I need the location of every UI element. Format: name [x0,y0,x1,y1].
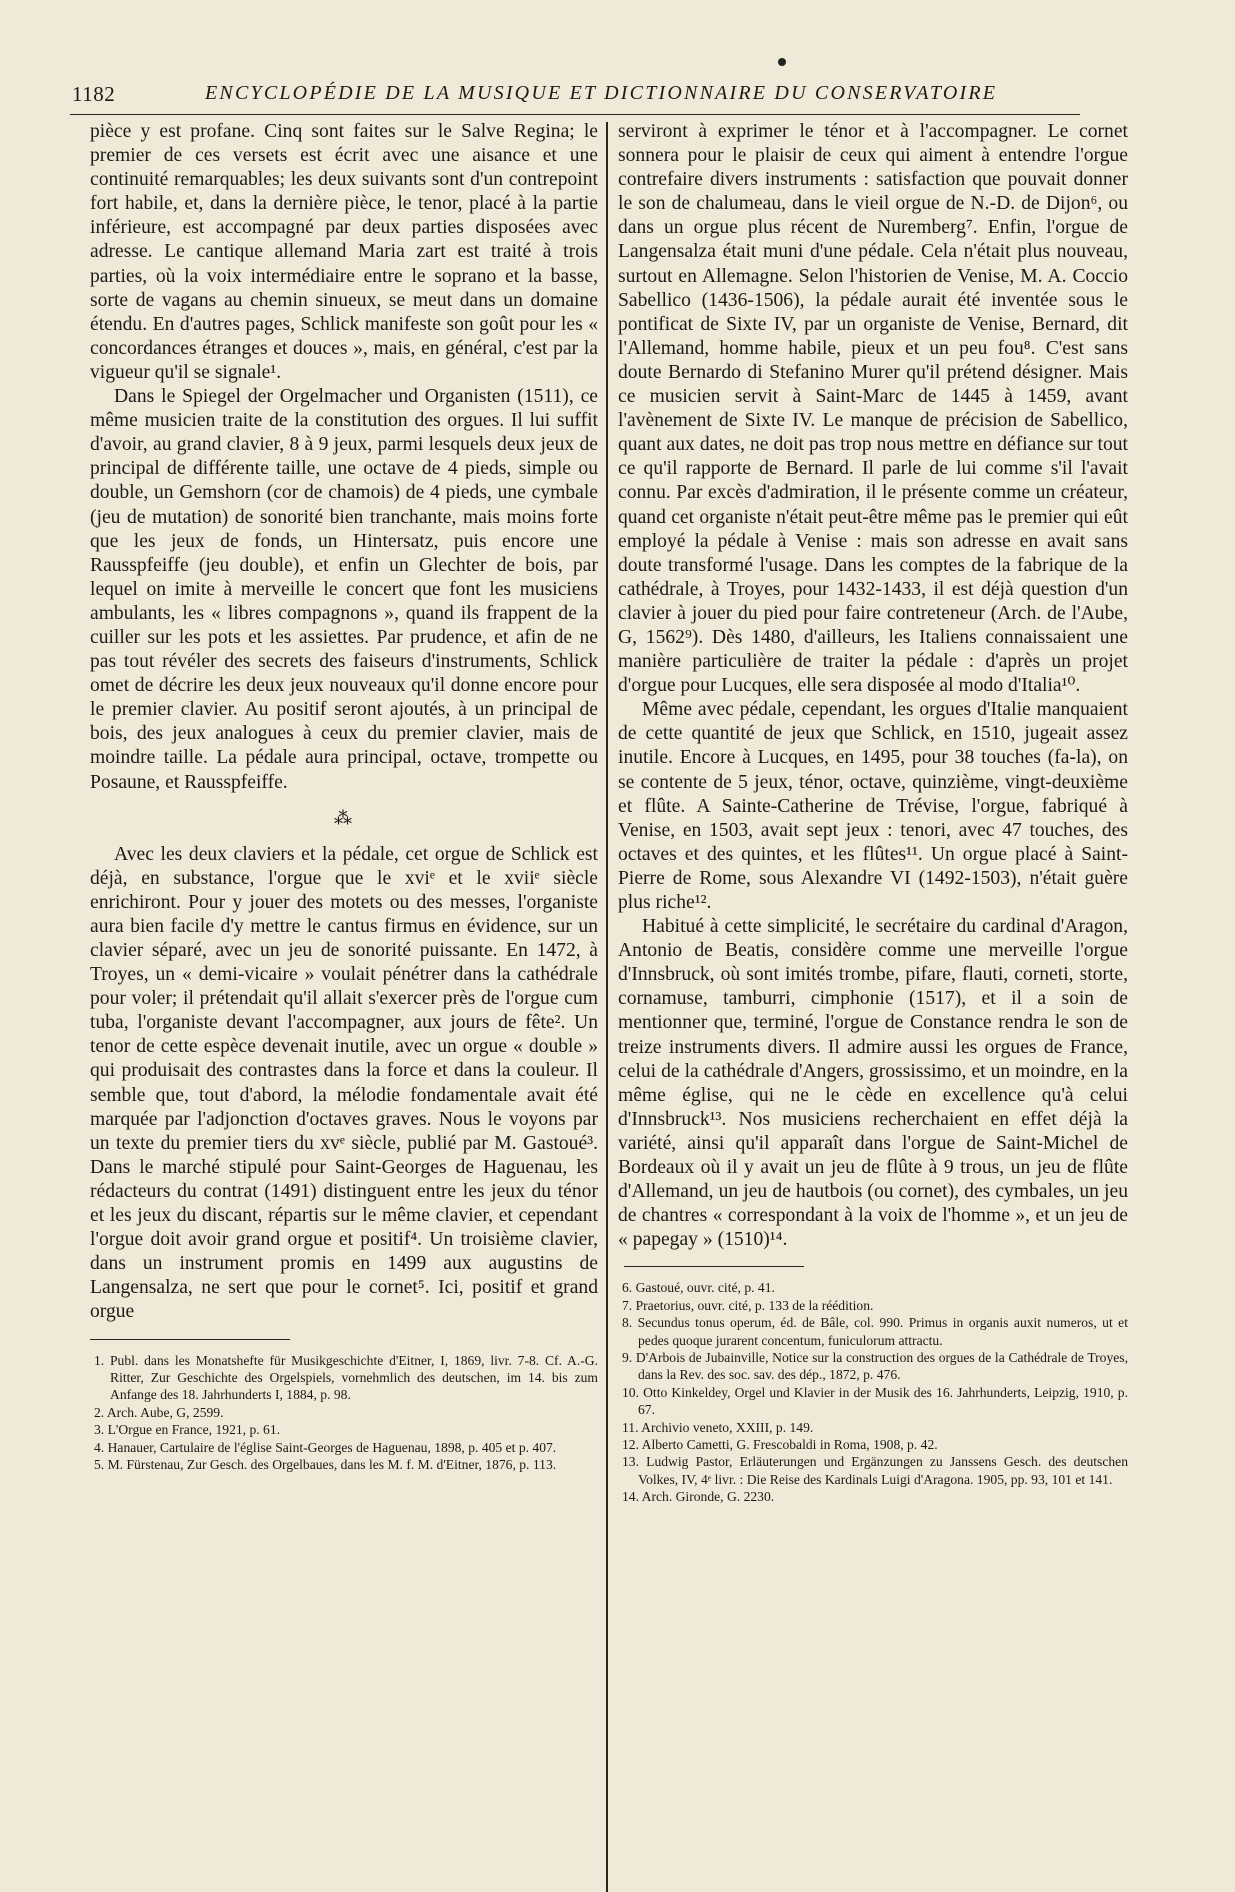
paragraph: pièce y est profane. Cinq sont faites sur le Salve Regina; le premier de ces versets est écrit avec une aisance et une continuité remarquables; les deux suivants sont d'un contrepoint fort habile, et, dans la dernière pièce, le tenor, placé à la partie inférieure, est accompagné par deux parties disposées avec adresse. Le cantique allemand Maria zart est traité à trois parties, où la voix intermédiaire entre le soprano et la basse, sorte de vagans au chemin sinueux, se meut dans un domaine étendu. En d'autres pages, Schlick manifeste son goût pour les « concordances étranges et douces », mais, en général, c'est par la vigueur qu'il se signale¹. [90,121,598,383]
footnote: 4. Hanauer, Cartulaire de l'église Saint-Georges de Haguenau, 1898, p. 405 et p. 407. [94,1439,557,1455]
footnote: 12. Alberto Cametti, G. Frescobaldi in Roma, 1908, p. 42. [622,1437,938,1453]
paragraph: Avec les deux claviers et la pédale, cet orgue de Schlick est déjà, en substance, l'orgue que le xviᵉ et le xviiᵉ siècle enrichiront. Pour y jouer des motets ou des messes, l'organiste aura bien facile d'y mettre le cantus firmus en évidence, sur un clavier séparé, avec un jeu de sonorité puissante. En 1472, à Troyes, un « demi-vicaire » voulait pénétrer dans la cathédrale pour voler; il prétendait qu'il allait s'exercer près de l'orgue cum tuba, l'organiste devant l'accompagner, aux jours de fête². Un tenor de cette espèce devenait inutile, avec un orgue « double » qui produisait des contrastes dans la force et dans la couleur. Il semble que, tout d'abord, la mélodie fondamentale avait été marquée par l'adjonction d'octaves graves. Nous le voyons par un texte du premier tiers du xvᵉ siècle, publié par M. Gastoué³. Dans le marché stipulé pour Saint-Georges de Haguenau, les rédacteurs du contrat (1491) distinguent entre les jeux du ténor et les jeux du discant, répartis sur le même clavier, et cependant l'orgue doit avoir grand orgue et positif⁴. Un troisième clavier, dans un instrument promis en 1499 aux augustins de Langensalza, ne sert que pour le cornet⁵. Ici, positif et grand orgue [90,843,598,1323]
footnote-rule [90,1339,290,1340]
right-column [618,120,1128,1506]
paragraph: Habitué à cette simplicité, le secrétaire du cardinal d'Aragon, Antonio de Beatis, considère comme une merveille l'orgue d'Innsbruck, où sont imités trombe, pifare, flauti, corneti, storte, cornamuse, tamburri, cimphonie (1517), et il a soin de mentionner que, terminé, l'orgue de Constance rendra le son de treize instruments divers. Il admire aussi les orgues de France, celui de la cathédrale d'Angers, grossissimo, et un moindre, en la même église, qui ne le cède en excellence qu'à celui d'Innsbruck¹³. Nos musiciens recherchaient en effet déjà la variété, ainsi qu'il apparaît dans l'orgue de Saint-Michel de Bordeaux où il y avait un jeu de flûte à 9 trous, un jeu de flûte d'Allemand, un jeu de hautbois (ou cornet), des cymbales, un jeu de chantres « correspondant à la voix de l'homme », et un jeu de « papegay » (1510)¹⁴. [618,916,1128,1251]
footnote: 13. Ludwig Pastor, Erläuterungen und Ergänzungen zu Janssens Gesch. des deutschen Volkes, IV, 4ᵉ livr. : Die Reise des Kardinals Luigi d'Aragona. 1905, pp. 93, 101 et 141. [622,1454,1128,1487]
page-number: 1182 [72,82,116,106]
column-divider [606,122,608,1892]
footnote: 1. Publ. dans les Monatshefte für Musikgeschichte d'Eitner, I, 1869, livr. 7-8. Cf. A.-G. Ritter, Zur Geschichte des Orgelspiels, vornehmlich des deutschen, im 14. bis zum Anfange des 18. Jahrhunderts I, 1884, p. 98. [94,1352,598,1403]
section-asterism: ⁂ [334,807,354,828]
page-header [70,76,1080,115]
footnotes [618,1279,1128,1505]
footnote: 10. Otto Kinkeldey, Orgel und Klavier in der Musik des 16. Jahrhunderts, Leipzig, 1910, p. 67. [622,1384,1128,1418]
left-column [90,120,598,1473]
footnote: 14. Arch. Gironde, G. 2230. [622,1489,775,1505]
footnote: 2. Arch. Aube, G, 2599. [94,1404,224,1420]
paragraph: Dans le Spiegel der Orgelmacher und Organisten (1511), ce même musicien traite de la constitution des orgues. Il lui suffit d'avoir, au grand clavier, 8 à 9 jeux, parmi lesquels deux jeux de principal de différente taille, une octave de 4 pieds, simple ou double, un Gemshorn (cor de chamois) de 4 pieds, une cymbale (jeu de mutation) de sonorité bien tranchante, mais moins forte que les jeux de fonds, un Hintersatz, puis encore une Rausspfeiffe (jeu double), et enfin un Glechter de bois, par lequel on imite à merveille le concert que font les musiciens ambulants, les « libres compagnons », quand ils frappent de la cuiller sur les pots et les assiettes. Par prudence, et afin de ne pas tout révéler des secrets des faiseurs d'instruments, Schlick omet de décrire les deux jeux nouveaux qu'il donne encore pour le premier clavier. Au positif seront ajoutés, à un principal de bois, des jeux analogues à ceux du premier clavier, mais de moindre taille. La pédale aura principal, octave, trompette ou Posaune, et Rausspfeiffe. [90,386,598,793]
paragraph: Même avec pédale, cependant, les orgues d'Italie manquaient de cette quantité de jeux que Schlick, en 1510, jugeait assez inutile. Encore à Lucques, en 1495, pour 38 touches (fa-la), on se contente de 5 jeux, ténor, octave, quinzième, vingt-deuxième et flûte. A Sainte-Catherine de Trévise, l'orgue, fabriqué à Venise, en 1503, avait sept jeux : tenori, avec 47 touches, des octaves et des quintes, et les flûtes¹¹. Un orgue placé à Saint-Pierre de Rome, sous Alexandre VI (1492-1503), n'était guère plus riche¹². [618,699,1128,913]
footnote: 8. Secundus tonus operum, éd. de Bâle, col. 990. Primus in organis auxit numeros, ut et pedes quoque jurarent concentum, funiculorum attractu. [622,1315,1128,1348]
footnote: 7. Praetorius, ouvr. cité, p. 133 de la réédition. [622,1297,874,1313]
footnote: 3. L'Orgue en France, 1921, p. 61. [94,1422,281,1438]
footnote: 5. M. Fürstenau, Zur Gesch. des Orgelbaues, dans les M. f. M. d'Eitner, 1876, p. 113. [94,1456,557,1472]
running-title: ENCYCLOPÉDIE DE LA MUSIQUE ET DICTIONNAIRE DU CONSERVATOIRE [205,82,998,104]
paragraph: serviront à exprimer le ténor et à l'accompagner. Le cornet sonnera pour le plaisir de ceux qui aiment à entendre l'orgue contrefaire divers instruments : satisfaction que pouvait donner le son de chalumeau, dans le vieil orgue de N.-D. de Dijon⁶, ou dans un orgue plus récent de Nuremberg⁷. Enfin, l'orgue de Langensalza était muni d'une pédale. Cela n'était plus nouveau, surtout en Allemagne. Selon l'historien de Venise, M. A. Coccio Sabellico (1436-1506), la pédale aurait été inventée sous le pontificat de Sixte IV, par un organiste de Venise, Bernard, dit l'Allemand, homme habile, pieux et un peu fou⁸. C'est sans doute Bernardo di Stefanino Murer qu'il prétend désigner. Mais ce musicien servit à Saint-Marc de 1445 à 1459, avant l'avènement de Sixte IV. Le manque de précision de Sabellico, quant aux dates, ne doit pas trop nous mettre en défiance sur tout ce qu'il rapporte de Bernard. Il parle de lui comme s'il l'avait connu. Par excès d'admiration, il le présente comme un créateur, quand cet organiste n'était peut-être même pas le premier qui eût employé la pédale à Venise : mais son adresse en avait sans doute transformé l'usage. Dans les comptes de la fabrique de la cathédrale, à Troyes, pour 1432-1433, il est déjà question d'un clavier à jouer du pied pour faire contreteneur (Arch. de l'Aube, G, 1562⁹). Dès 1480, d'ailleurs, les Italiens connaissaient une manière particulière de traiter la pédale : d'après un projet d'orgue pour Lucques, elle sera disposée al modo d'Italia¹⁰. [618,121,1128,697]
footnote: 11. Archivio veneto, XXIII, p. 149. [622,1419,814,1435]
footnote: 6. Gastoué, ouvr. cité, p. 41. [622,1280,775,1296]
printer-mark-dot [778,58,786,66]
footnotes [90,1352,598,1474]
footnote: 9. D'Arbois de Jubainville, Notice sur la construction des orgues de la Cathédrale de Troyes, dans la Rev. des soc. sav. des dép., 1872, p. 476. [622,1350,1128,1383]
footnote-rule [624,1266,804,1267]
